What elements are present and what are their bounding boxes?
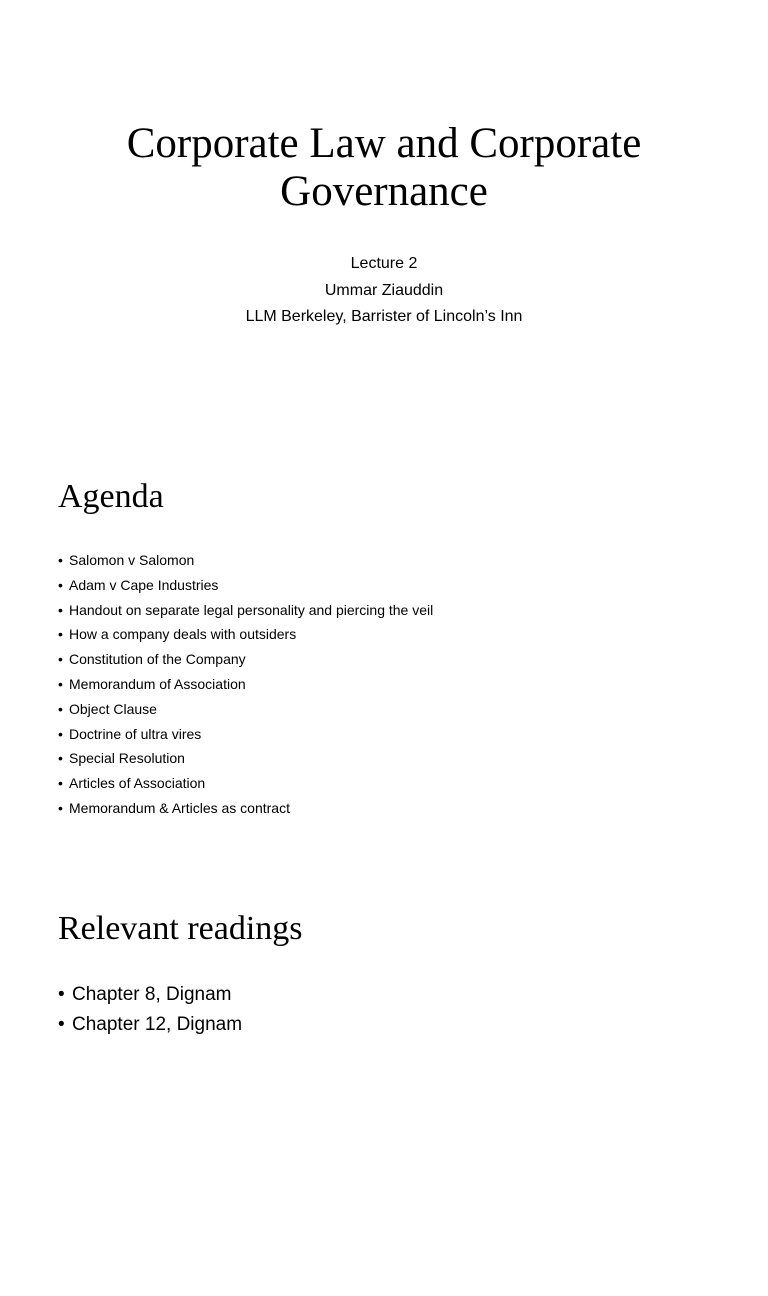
presentation-title bbox=[0, 120, 768, 216]
bullet-icon: • bbox=[58, 651, 63, 668]
list-item bbox=[58, 697, 433, 722]
list-item-text: How a company deals with outsiders bbox=[69, 626, 297, 643]
list-item-text: Adam v Cape Industries bbox=[69, 576, 219, 593]
list-item bbox=[58, 722, 433, 747]
title-slide bbox=[0, 0, 768, 432]
subtitle-block bbox=[0, 251, 768, 331]
list-item-text: Salomon v Salomon bbox=[69, 552, 195, 568]
bullet-icon: • bbox=[58, 576, 63, 593]
readings-heading: Relevant readings bbox=[58, 910, 303, 947]
list-item bbox=[58, 980, 242, 1010]
bullet-icon: • bbox=[58, 984, 65, 1005]
list-item-text: Articles of Association bbox=[69, 775, 206, 792]
list-item bbox=[58, 647, 433, 672]
bullet-icon: • bbox=[58, 675, 63, 692]
bullet-icon: • bbox=[58, 700, 63, 717]
list-item-text: Memorandum & Articles as contract bbox=[69, 799, 290, 816]
readings-list bbox=[58, 980, 242, 1040]
lecture-number: Lecture 2 bbox=[350, 255, 418, 272]
list-item-text: Chapter 12, Dignam bbox=[72, 1014, 243, 1035]
bullet-icon: • bbox=[58, 601, 63, 618]
list-item bbox=[58, 672, 433, 697]
title-line-2: Governance bbox=[280, 168, 488, 215]
list-item-text: Memorandum of Association bbox=[69, 675, 246, 692]
list-item-text: Special Resolution bbox=[69, 750, 185, 767]
agenda-list bbox=[58, 548, 433, 821]
list-item-text: Chapter 8, Dignam bbox=[72, 984, 232, 1005]
title-line-1: Corporate Law and Corporate bbox=[126, 120, 642, 167]
author-name: Ummar Ziauddin bbox=[324, 281, 444, 299]
bullet-icon: • bbox=[58, 552, 63, 568]
bullet-icon: • bbox=[58, 750, 63, 767]
bullet-icon: • bbox=[58, 1014, 65, 1035]
list-item-text: Handout on separate legal personality and piercing the veil bbox=[69, 601, 434, 618]
bullet-icon: • bbox=[58, 725, 63, 742]
list-item bbox=[58, 771, 433, 796]
list-item-text: Doctrine of ultra vires bbox=[69, 725, 202, 742]
list-item-text: Constitution of the Company bbox=[69, 651, 246, 668]
list-item bbox=[58, 573, 433, 598]
agenda-slide bbox=[0, 432, 768, 864]
list-item bbox=[58, 796, 433, 821]
agenda-heading: Agenda bbox=[58, 478, 164, 515]
list-item-text: Object Clause bbox=[69, 700, 157, 717]
readings-slide bbox=[0, 864, 768, 1296]
bullet-icon: • bbox=[58, 626, 63, 643]
bullet-icon: • bbox=[58, 799, 63, 816]
list-item bbox=[58, 598, 433, 623]
list-item bbox=[58, 1010, 242, 1040]
list-item bbox=[58, 746, 433, 771]
list-item bbox=[58, 622, 433, 647]
list-item bbox=[58, 548, 433, 573]
bullet-icon: • bbox=[58, 775, 63, 792]
author-credentials: LLM Berkeley, Barrister of Lincoln’s Inn bbox=[245, 308, 523, 325]
